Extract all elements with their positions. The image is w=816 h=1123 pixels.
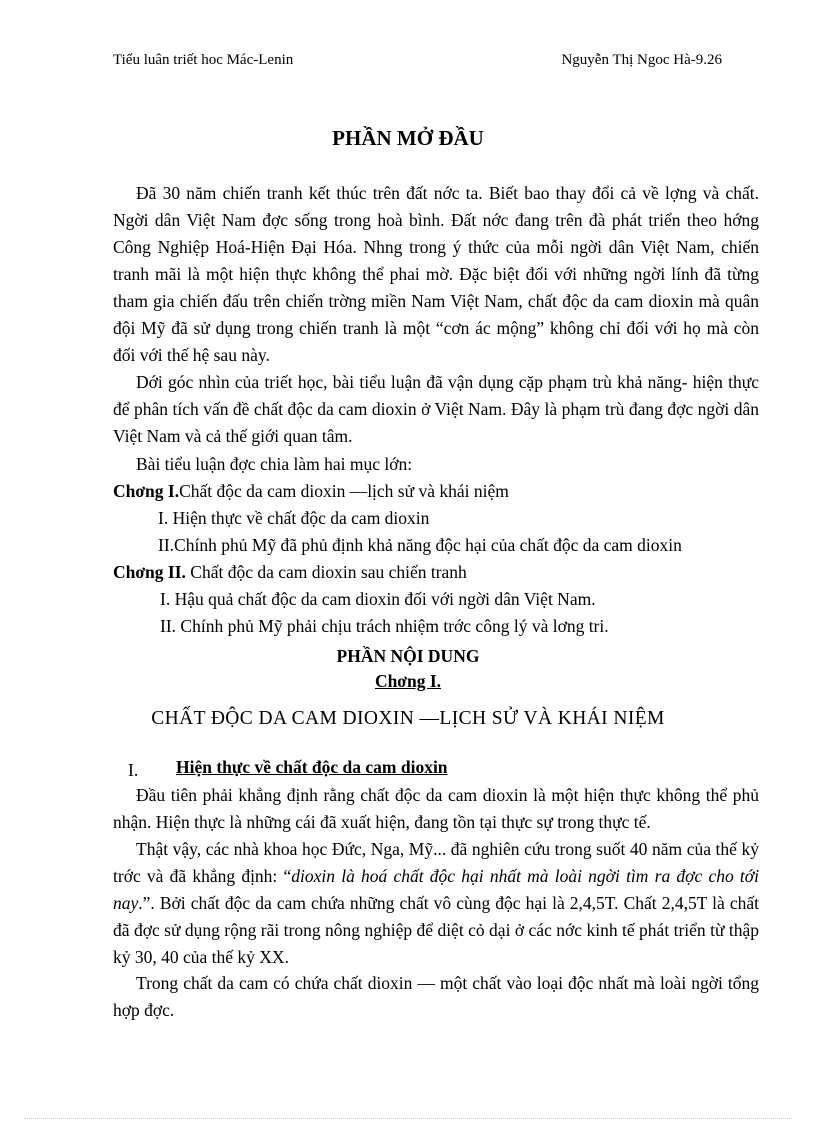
intro-paragraph-2: Dới góc nhìn của triết học, bài tiểu luận đã vận dụng cặp phạm trù khả năng- hiện thực để phân tích vấn đề chất độc da cam dioxin ở Việt Nam. Đây là phạm trù đang đợc ngời dân Việt Nam và cả thế giới quan tâm.: [113, 372, 759, 446]
chapter-label: Chơng I.: [374, 671, 442, 691]
chapter-title: CHẤT ĐỘC DA CAM DIOXIN —LỊCH SỬ VÀ KHÁI NIỆM: [151, 708, 665, 729]
outline-chapter-2-label: Chơng II.: [113, 562, 186, 582]
intro-paragraph-1: Đã 30 năm chiến tranh kết thúc trên đất nớc ta. Biết bao thay đổi cả về lợng và chất. Ngời dân Việt Nam đợc sống trong hoà bình. Đất nớc đang trên đà phát triển theo hớng Công Nghiệp Hoá-Hiện Đại Hóa. Nhng trong ý thức của mỗi ngời dân Việt Nam, chiến tranh mãi là một hiện thực không thể phai mờ. Đặc biệt đối với những ngời lính đã từng tham gia chiến đấu trên chiến trờng miền Nam Việt Nam, chất độc da cam dioxin mà quân đội Mỹ đã sử dụng trong chiến tranh là một “cơn ác mộng” không chỉ đối với họ mà còn đối với thế hệ sau này.: [113, 183, 759, 365]
section-1-title: Hiện thực về chất độc da cam dioxin: [176, 757, 448, 777]
content-paragraph-2-quote: dioxin là hoá chất độc hại nhất mà loài ngời tìm ra đợc cho tới nay: [113, 866, 759, 913]
intro-paragraph-3: Bài tiểu luận đợc chia làm hai mục lớn:: [136, 454, 413, 474]
content-paragraph-1: Đầu tiên phải khẳng định rằng chất độc da cam dioxin là một hiện thực không thể phủ nhận. Hiện thực là những cái đã xuất hiện, đang tồn tại thực sự trong thực tế.: [113, 785, 759, 832]
content-paragraph-2-end: .”. Bởi chất độc da cam chứa những chất vô cùng độc hại là 2,4,5T. Chất 2,4,5T là chất đã đợc sử dụng rộng rãi trong nông nghiệp để diệt cỏ dại ở các nớc kinh tế phát triển từ thập kỷ 30, 40 của thế kỷ XX.: [113, 893, 759, 967]
header-right: Nguyễn Thị Ngoc Hà-9.26: [561, 52, 722, 68]
intro-title: PHẦN MỞ ĐẦU: [332, 126, 484, 150]
outline-chapter-2-text: Chất độc da cam dioxin sau chiến tranh: [185, 562, 467, 582]
chapter-heading: [0, 669, 816, 693]
outline-chapter-1-item-1: I. Hiện thực về chất độc da cam dioxin: [158, 508, 430, 528]
outline-chapter-1-item-2: II.Chính phủ Mỹ đã phủ định khả năng độc hại của chất độc da cam dioxin: [158, 535, 682, 555]
outline-chapter-1-label: Chơng I.: [113, 481, 180, 501]
content-section-title: PHẦN NỘI DUNG: [336, 646, 480, 666]
outline-chapter-2: [113, 559, 467, 586]
header-left: Tiểu luân triết hoc Mác-Lenin: [113, 52, 294, 68]
outline-chapter-1-text: Chất độc da cam dioxin —lịch sử và khái niệm: [179, 481, 509, 501]
page-bottom-rule: [24, 1118, 792, 1119]
content-paragraph-2: [113, 836, 759, 971]
content-paragraph-3: Trong chất da cam có chứa chất dioxin — một chất vào loại độc nhất mà loài ngời tổng hợp đợc.: [113, 973, 759, 1020]
outline-chapter-2-item-1: I. Hậu quả chất độc da cam dioxin đối với ngời dân Việt Nam.: [160, 589, 596, 609]
outline-chapter-2-item-2: II. Chính phủ Mỹ phải chịu trách nhiệm trớc công lý và lơng tri.: [160, 616, 609, 636]
content-paragraph-2-start: Thật vậy, các nhà khoa học Đức, Nga, Mỹ... đã nghiên cứu trong suốt 40 năm của thế kỷ trớc và đã khẳng định: “: [113, 839, 759, 886]
section-1-number: I.: [128, 760, 139, 780]
outline-chapter-1: [113, 478, 509, 505]
